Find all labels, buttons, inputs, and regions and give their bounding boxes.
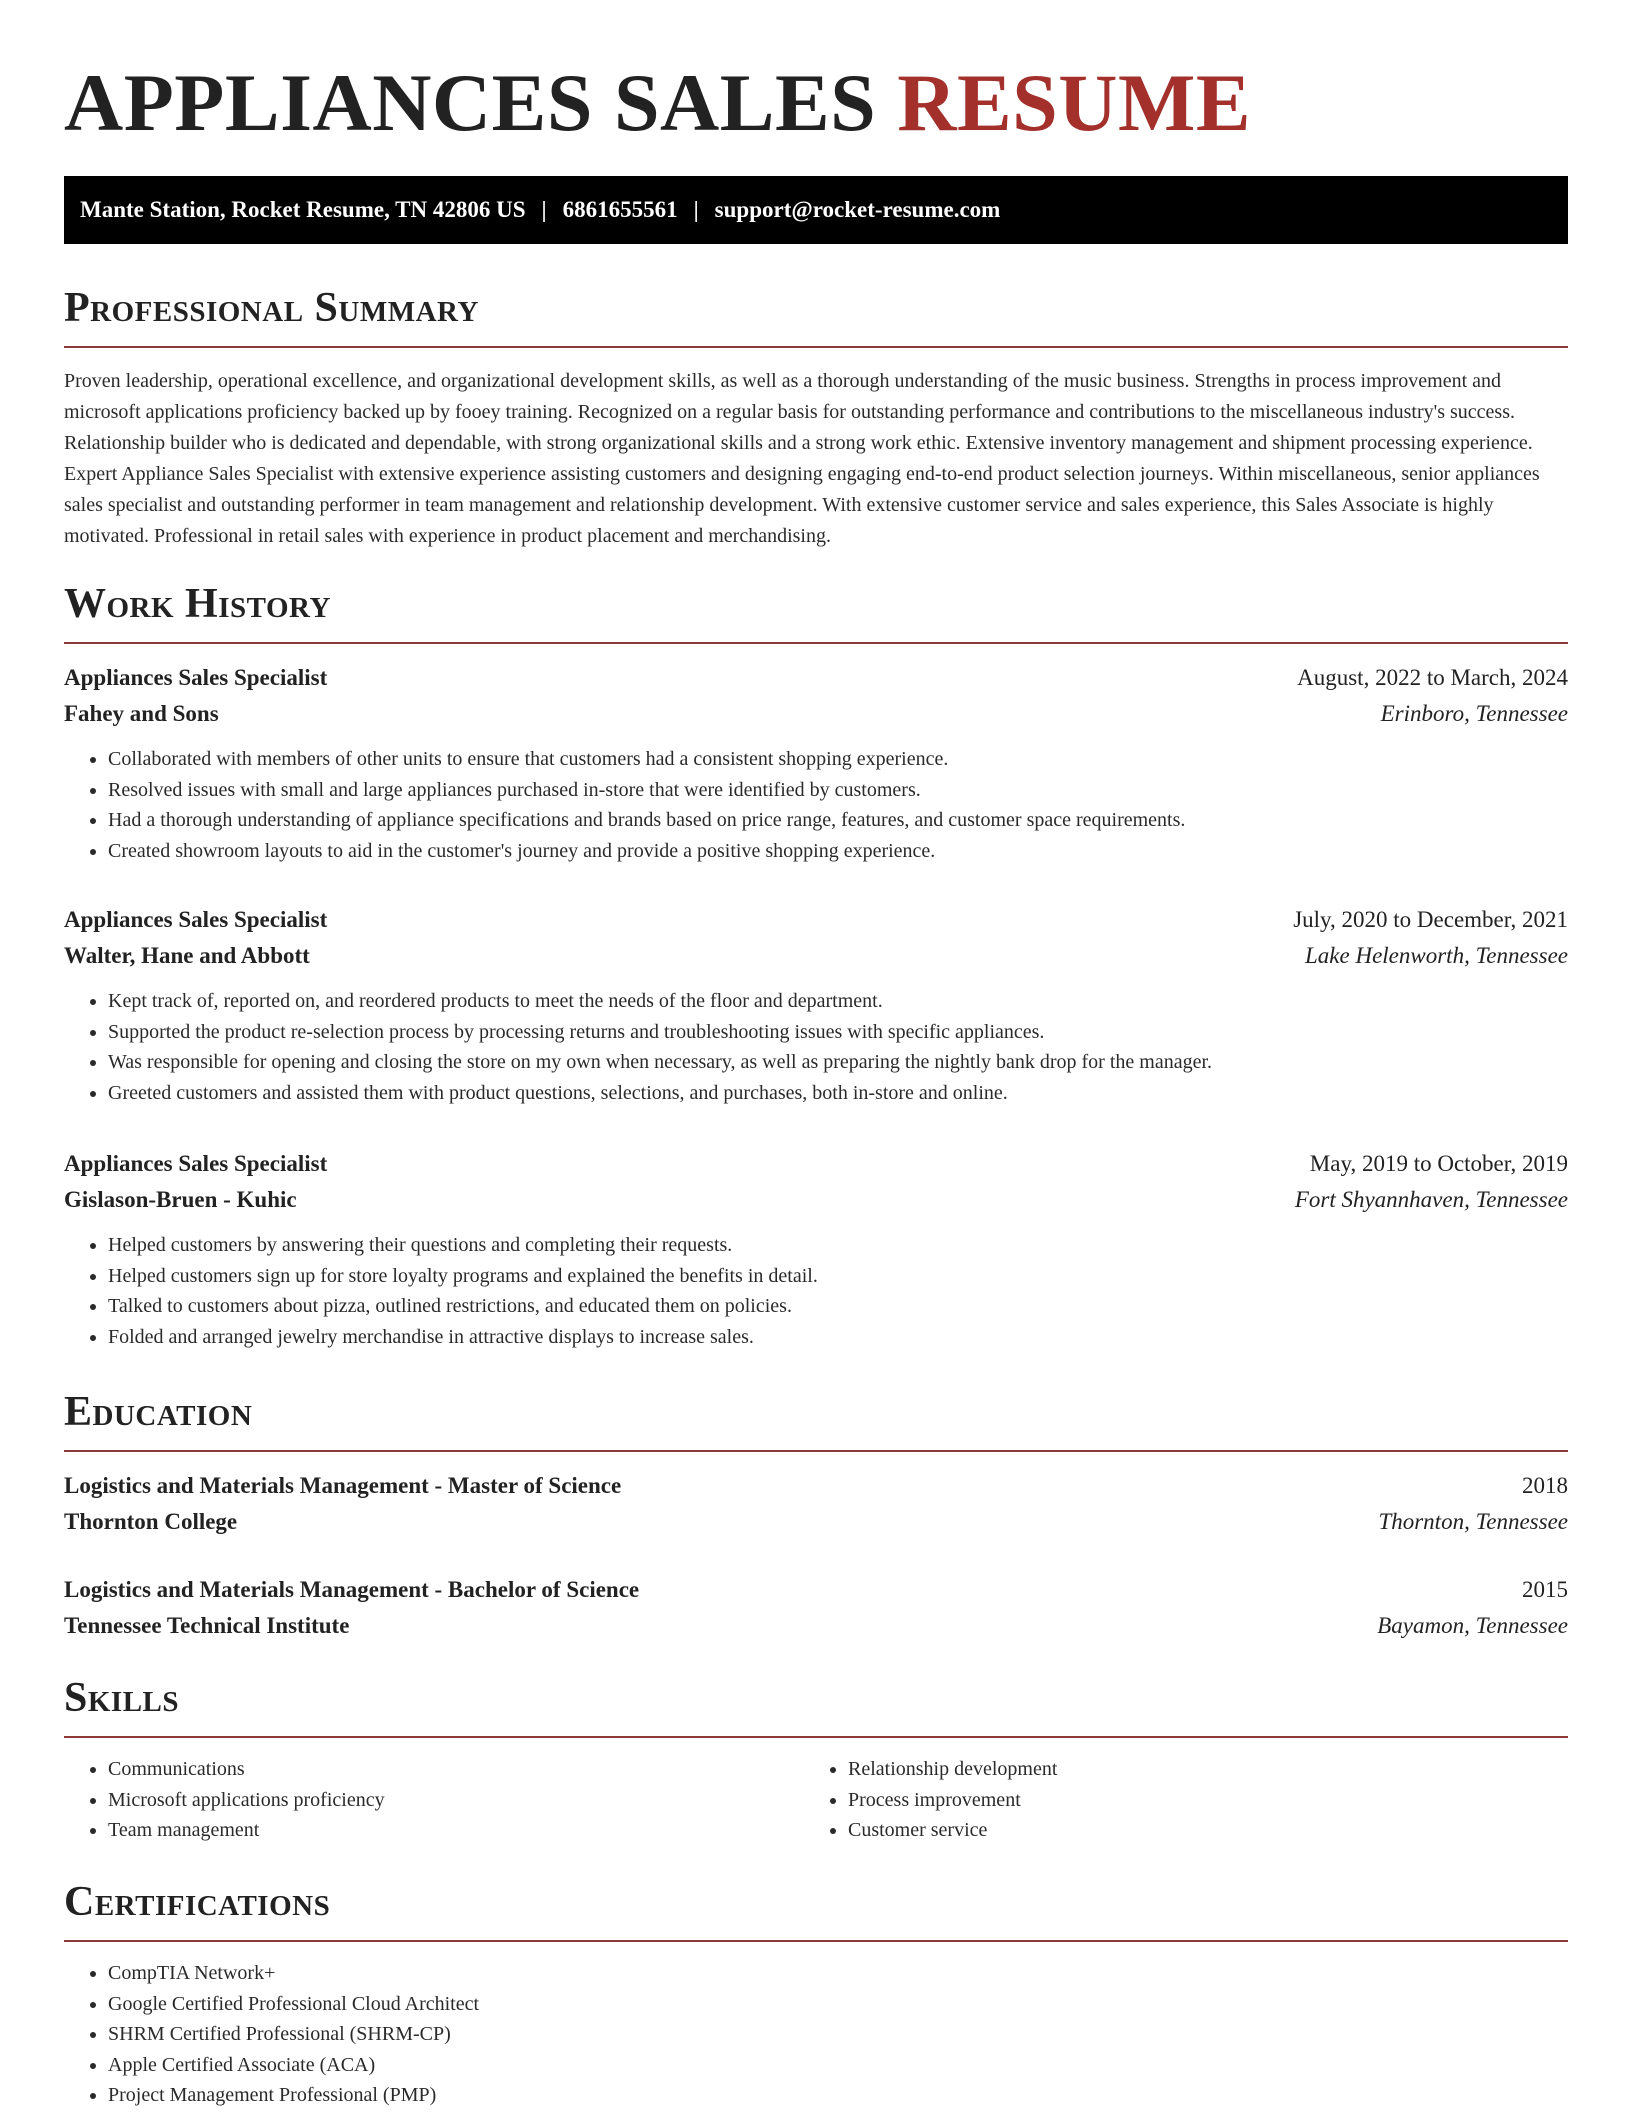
summary-section bbox=[64, 282, 1568, 572]
job-location: Erinboro, Tennessee bbox=[1380, 701, 1568, 726]
contact-separator: | bbox=[693, 197, 699, 222]
job-bullet: • Supported the product re-selection process by processing returns and troubleshooting issues with specific appliances. bbox=[108, 1017, 1568, 1048]
section-divider bbox=[64, 1940, 1568, 1942]
certifications-section bbox=[64, 1876, 1568, 2111]
job-entry bbox=[64, 902, 1568, 1108]
skill-item: • Customer service bbox=[848, 1815, 1544, 1846]
skill-item: • Communications bbox=[108, 1754, 804, 1785]
education-degree: Logistics and Materials Management - Bachelor of Science bbox=[64, 1577, 640, 1602]
work-history-section bbox=[64, 578, 1568, 1352]
job-dates: July, 2020 to December, 2021 bbox=[1293, 907, 1568, 932]
job-location: Fort Shyannhaven, Tennessee bbox=[1294, 1187, 1568, 1212]
job-bullet: • Resolved issues with small and large appliances purchased in-store that were identified by customers. bbox=[108, 775, 1568, 806]
job-entry bbox=[64, 660, 1568, 866]
skill-item: • Microsoft applications proficiency bbox=[108, 1785, 804, 1816]
skills-list bbox=[64, 1754, 804, 1846]
section-divider bbox=[64, 642, 1568, 644]
work-history-heading: Work History bbox=[64, 581, 331, 627]
skills-column-right bbox=[804, 1754, 1544, 1846]
skills-column-left bbox=[64, 1754, 804, 1846]
job-bullet: • Created showroom layouts to aid in the customer's journey and provide a positive shopping experience. bbox=[108, 836, 1568, 867]
resume-title bbox=[64, 52, 1251, 154]
job-dates: August, 2022 to March, 2024 bbox=[1297, 665, 1568, 690]
job-bullet: • Helped customers by answering their questions and completing their requests. bbox=[108, 1230, 1568, 1261]
summary-text: Proven leadership, operational excellence, and organizational development skills, as well as a thorough understanding of the music business. Strengths in process improvement and microsoft applications proficiency backed up by fooey training. Recognized on a regular basis for outstanding performance and contributions to the miscellaneous industry's success. Relationship builder who is dedicated and dependable, with strong organizational skills and a strong work ethic. Extensive inventory management and shipment processing experience. Expert Appliance Sales Specialist with extensive experience assisting customers and designing engaging end-to-end product selection journeys. Within miscellaneous, senior appliances sales specialist and outstanding performer in team management and relationship development. With extensive customer service and sales experience, this Sales Associate is highly motivated. Professional in retail sales with experience in product placement and merchandising. bbox=[64, 370, 1540, 547]
section-divider bbox=[64, 346, 1568, 348]
job-bullet: • Collaborated with members of other units to ensure that customers had a consistent shopping experience. bbox=[108, 744, 1568, 775]
job-entry bbox=[64, 1146, 1568, 1352]
job-bullet: • Had a thorough understanding of appliance specifications and brands based on price range, features, and customer space requirements. bbox=[108, 805, 1568, 836]
certifications-list bbox=[64, 1958, 1568, 2111]
section-divider bbox=[64, 1736, 1568, 1738]
certification-item: • Google Certified Professional Cloud Architect bbox=[108, 1989, 1568, 2020]
job-company: Walter, Hane and Abbott bbox=[64, 943, 310, 968]
education-heading: Education bbox=[64, 1389, 253, 1435]
education-location: Bayamon, Tennessee bbox=[1377, 1613, 1568, 1638]
education-year: 2015 bbox=[1522, 1577, 1568, 1602]
summary-heading: Professional Summary bbox=[64, 285, 479, 331]
job-bullet: • Kept track of, reported on, and reordered products to meet the needs of the floor and department. bbox=[108, 986, 1568, 1017]
education-degree: Logistics and Materials Management - Master of Science bbox=[64, 1473, 622, 1498]
job-bullet: • Talked to customers about pizza, outlined restrictions, and educated them on policies. bbox=[108, 1291, 1568, 1322]
contact-phone: 6861655561 bbox=[562, 197, 678, 222]
certification-item: • Project Management Professional (PMP) bbox=[108, 2080, 1568, 2111]
contact-bar bbox=[64, 176, 1568, 244]
skills-columns bbox=[64, 1754, 1568, 1846]
job-bullet: • Greeted customers and assisted them with product questions, selections, and purchases, both in-store and online. bbox=[108, 1078, 1568, 1109]
title-main: APPLIANCES SALES bbox=[64, 57, 877, 148]
contact-address: Mante Station, Rocket Resume, TN 42806 US bbox=[80, 197, 526, 222]
education-school: Thornton College bbox=[64, 1509, 238, 1534]
skills-section bbox=[64, 1672, 1568, 1846]
job-company: Gislason-Bruen - Kuhic bbox=[64, 1187, 297, 1212]
job-bullets bbox=[64, 1230, 1568, 1352]
education-school: Tennessee Technical Institute bbox=[64, 1613, 350, 1638]
certification-item: • CompTIA Network+ bbox=[108, 1958, 1568, 1989]
skill-item: • Process improvement bbox=[848, 1785, 1544, 1816]
job-bullets bbox=[64, 744, 1568, 866]
skills-heading: Skills bbox=[64, 1675, 180, 1721]
education-location: Thornton, Tennessee bbox=[1378, 1509, 1568, 1534]
skill-item: • Team management bbox=[108, 1815, 804, 1846]
section-divider bbox=[64, 1450, 1568, 1452]
certifications-heading: Certifications bbox=[64, 1879, 331, 1925]
contact-separator: | bbox=[541, 197, 547, 222]
job-bullets bbox=[64, 986, 1568, 1108]
certification-item: • SHRM Certified Professional (SHRM-CP) bbox=[108, 2019, 1568, 2050]
job-company: Fahey and Sons bbox=[64, 701, 219, 726]
education-year: 2018 bbox=[1522, 1473, 1568, 1498]
job-title: Appliances Sales Specialist bbox=[64, 907, 328, 932]
job-title: Appliances Sales Specialist bbox=[64, 1151, 328, 1176]
education-entry bbox=[64, 1468, 1568, 1540]
job-location: Lake Helenworth, Tennessee bbox=[1305, 943, 1568, 968]
certification-item: • Apple Certified Associate (ACA) bbox=[108, 2050, 1568, 2081]
skills-list bbox=[804, 1754, 1544, 1846]
education-entry bbox=[64, 1572, 1568, 1644]
contact-email: support@rocket-resume.com bbox=[714, 197, 1001, 222]
job-title: Appliances Sales Specialist bbox=[64, 665, 328, 690]
education-section bbox=[64, 1386, 1568, 1644]
job-bullet: • Helped customers sign up for store loyalty programs and explained the benefits in detail. bbox=[108, 1261, 1568, 1292]
skill-item: • Relationship development bbox=[848, 1754, 1544, 1785]
job-bullet: • Folded and arranged jewelry merchandise in attractive displays to increase sales. bbox=[108, 1322, 1568, 1353]
job-bullet: • Was responsible for opening and closing the store on my own when necessary, as well as preparing the nightly bank drop for the manager. bbox=[108, 1047, 1568, 1078]
job-dates: May, 2019 to October, 2019 bbox=[1309, 1151, 1568, 1176]
title-accent: RESUME bbox=[897, 57, 1252, 148]
